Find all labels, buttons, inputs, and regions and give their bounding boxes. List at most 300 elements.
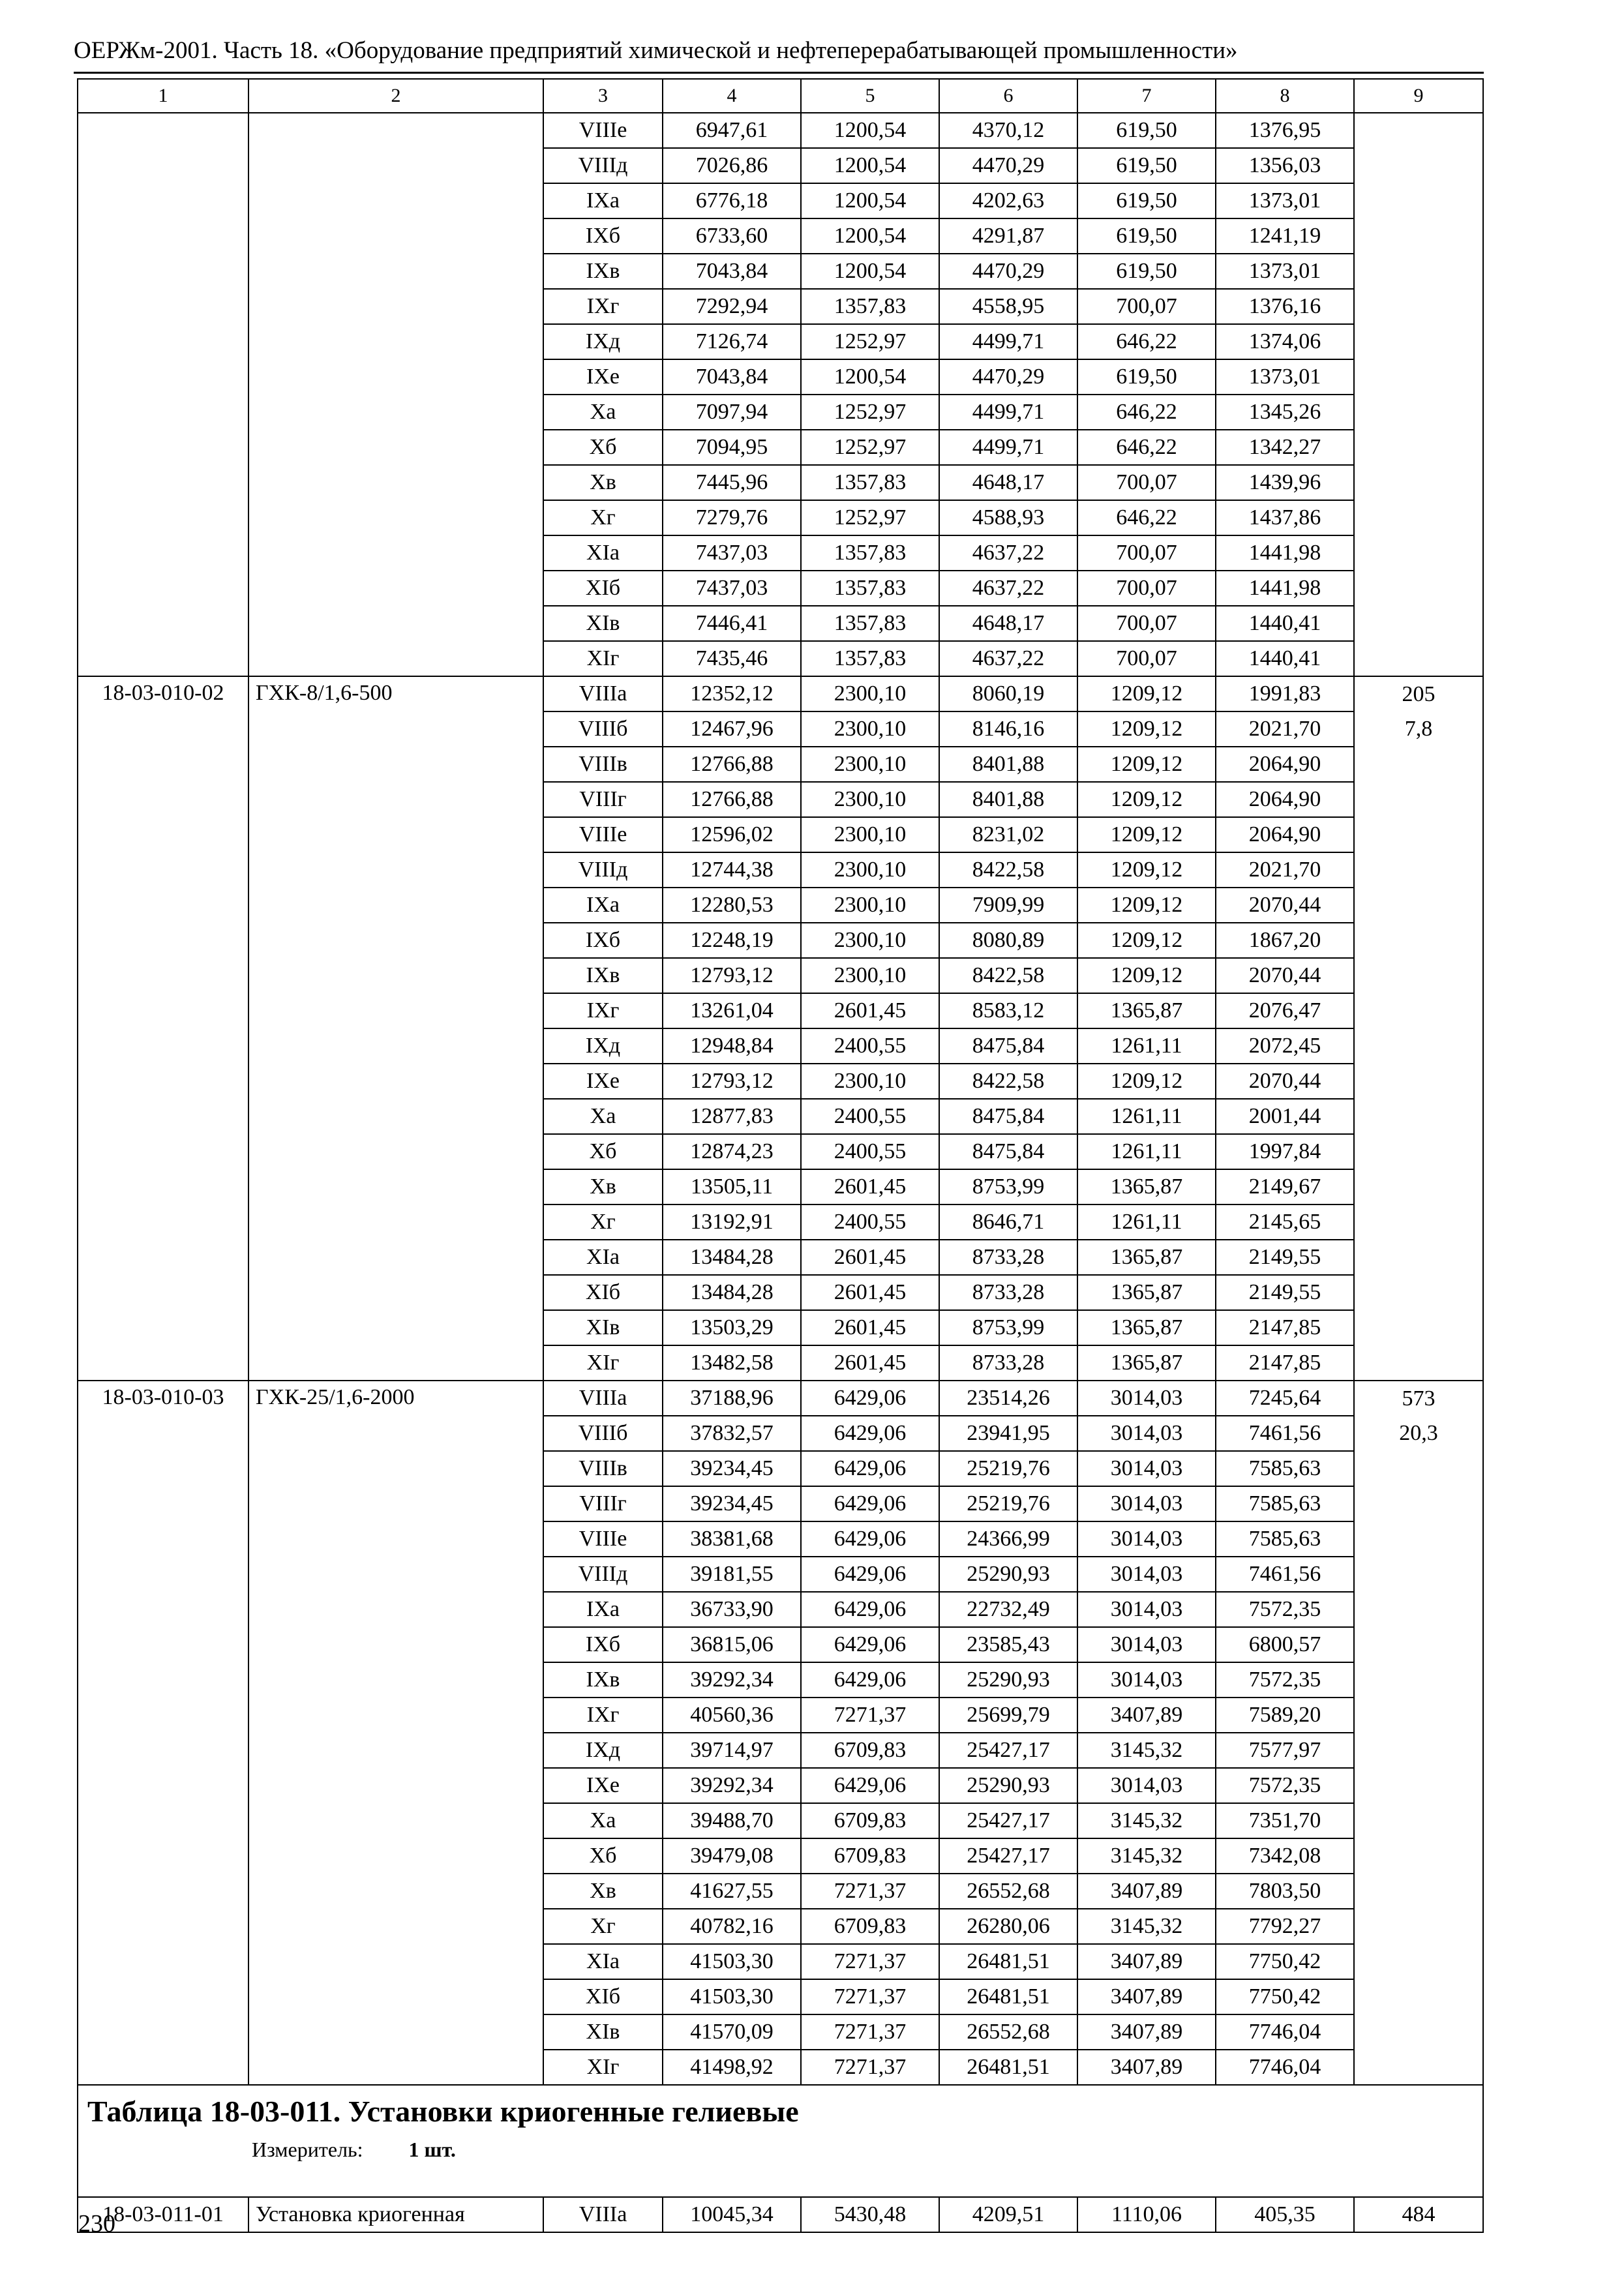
value-cell: 2145,65	[1216, 1204, 1354, 1240]
value-cell: 700,07	[1077, 571, 1216, 606]
value-cell: 1357,83	[801, 571, 939, 606]
extra-cell: 7,8	[1354, 711, 1483, 747]
value-cell: 2601,45	[801, 1310, 939, 1345]
value-cell: 24366,99	[939, 1521, 1077, 1557]
region-code: VIIIв	[543, 1451, 663, 1486]
value-cell: 12948,84	[663, 1028, 801, 1064]
value-cell: 39234,45	[663, 1451, 801, 1486]
value-cell: 6709,83	[801, 1733, 939, 1768]
extra-cell	[1354, 1521, 1483, 1557]
value-cell: 25699,79	[939, 1698, 1077, 1733]
value-cell: 12280,53	[663, 888, 801, 923]
extra-cell	[1354, 571, 1483, 606]
region-code: XIв	[543, 1310, 663, 1345]
row-name: Установка криогенная	[248, 2197, 543, 2232]
value-cell: 4637,22	[939, 641, 1077, 676]
value-cell: 1365,87	[1077, 993, 1216, 1028]
value-cell: 8733,28	[939, 1240, 1077, 1275]
extra-cell	[1354, 888, 1483, 923]
column-number: 3	[543, 79, 663, 113]
value-cell: 8422,58	[939, 958, 1077, 993]
extra-cell	[1354, 1064, 1483, 1099]
value-cell: 2300,10	[801, 852, 939, 888]
value-cell: 700,07	[1077, 535, 1216, 571]
value-cell: 7094,95	[663, 430, 801, 465]
value-cell: 7461,56	[1216, 1557, 1354, 1592]
value-cell: 1356,03	[1216, 148, 1354, 183]
value-cell: 1365,87	[1077, 1275, 1216, 1310]
value-cell: 3407,89	[1077, 1944, 1216, 1979]
value-cell: 41503,30	[663, 1979, 801, 2014]
value-cell: 8401,88	[939, 782, 1077, 817]
value-cell: 10045,34	[663, 2197, 801, 2232]
value-cell: 1209,12	[1077, 711, 1216, 747]
region-code: IXе	[543, 359, 663, 395]
value-cell: 2149,55	[1216, 1240, 1354, 1275]
value-cell: 7577,97	[1216, 1733, 1354, 1768]
extra-cell	[1354, 535, 1483, 571]
value-cell: 8646,71	[939, 1204, 1077, 1240]
value-cell: 619,50	[1077, 183, 1216, 218]
region-code: IXд	[543, 324, 663, 359]
value-cell: 7750,42	[1216, 1979, 1354, 2014]
extra-cell	[1354, 1979, 1483, 2014]
extra-cell	[1354, 641, 1483, 676]
value-cell: 2601,45	[801, 993, 939, 1028]
value-cell: 12766,88	[663, 747, 801, 782]
value-cell: 13192,91	[663, 1204, 801, 1240]
value-cell: 7909,99	[939, 888, 1077, 923]
region-code: VIIIд	[543, 1557, 663, 1592]
row-name: ГХК-25/1,6-2000	[248, 1381, 543, 2085]
value-cell: 39488,70	[663, 1803, 801, 1838]
value-cell: 25290,93	[939, 1768, 1077, 1803]
value-cell: 3407,89	[1077, 1979, 1216, 2014]
region-code: Xв	[543, 465, 663, 500]
value-cell: 23941,95	[939, 1416, 1077, 1451]
value-cell: 4209,51	[939, 2197, 1077, 2232]
value-cell: 3014,03	[1077, 1486, 1216, 1521]
page-number: 230	[78, 2210, 115, 2237]
value-cell: 1357,83	[801, 465, 939, 500]
value-cell: 12793,12	[663, 1064, 801, 1099]
extra-cell	[1354, 1803, 1483, 1838]
value-cell: 646,22	[1077, 430, 1216, 465]
region-code: IXа	[543, 183, 663, 218]
region-code: XIа	[543, 1240, 663, 1275]
value-cell: 2400,55	[801, 1099, 939, 1134]
value-cell: 3014,03	[1077, 1381, 1216, 1416]
value-cell: 12248,19	[663, 923, 801, 958]
value-cell: 7792,27	[1216, 1909, 1354, 1944]
value-cell: 3407,89	[1077, 2014, 1216, 2050]
extra-cell	[1354, 606, 1483, 641]
value-cell: 6709,83	[801, 1803, 939, 1838]
extra-cell	[1354, 2014, 1483, 2050]
value-cell: 1345,26	[1216, 395, 1354, 430]
value-cell: 39292,34	[663, 1662, 801, 1698]
row-name	[248, 113, 543, 676]
value-cell: 1252,97	[801, 324, 939, 359]
value-cell: 1441,98	[1216, 535, 1354, 571]
value-cell: 36815,06	[663, 1627, 801, 1662]
value-cell: 1373,01	[1216, 254, 1354, 289]
value-cell: 1209,12	[1077, 817, 1216, 852]
value-cell: 4370,12	[939, 113, 1077, 148]
table-row	[78, 676, 1483, 711]
value-cell: 13505,11	[663, 1169, 801, 1204]
region-code: VIIIе	[543, 1521, 663, 1557]
value-cell: 25427,17	[939, 1733, 1077, 1768]
value-cell: 25219,76	[939, 1486, 1077, 1521]
value-cell: 1342,27	[1216, 430, 1354, 465]
value-cell: 3014,03	[1077, 1768, 1216, 1803]
value-cell: 26552,68	[939, 2014, 1077, 2050]
value-cell: 1209,12	[1077, 782, 1216, 817]
value-cell: 1357,83	[801, 641, 939, 676]
section-cell	[78, 2085, 1483, 2197]
value-cell: 3407,89	[1077, 1874, 1216, 1909]
value-cell: 3014,03	[1077, 1451, 1216, 1486]
value-cell: 3014,03	[1077, 1662, 1216, 1698]
value-cell: 39479,08	[663, 1838, 801, 1874]
value-cell: 2070,44	[1216, 1064, 1354, 1099]
value-cell: 2300,10	[801, 958, 939, 993]
value-cell: 6429,06	[801, 1627, 939, 1662]
value-cell: 6800,57	[1216, 1627, 1354, 1662]
extra-cell	[1354, 993, 1483, 1028]
value-cell: 41503,30	[663, 1944, 801, 1979]
value-cell: 1440,41	[1216, 606, 1354, 641]
extra-cell	[1354, 1310, 1483, 1345]
column-number-row	[78, 79, 1483, 113]
value-cell: 7746,04	[1216, 2050, 1354, 2085]
value-cell: 13484,28	[663, 1275, 801, 1310]
value-cell: 619,50	[1077, 218, 1216, 254]
value-cell: 40560,36	[663, 1698, 801, 1733]
region-code: XIг	[543, 2050, 663, 2085]
value-cell: 4202,63	[939, 183, 1077, 218]
value-cell: 3014,03	[1077, 1592, 1216, 1627]
region-code: Xг	[543, 1204, 663, 1240]
value-cell: 2001,44	[1216, 1099, 1354, 1134]
extra-cell	[1354, 817, 1483, 852]
value-cell: 4648,17	[939, 606, 1077, 641]
value-cell: 619,50	[1077, 254, 1216, 289]
column-number: 5	[801, 79, 939, 113]
value-cell: 12766,88	[663, 782, 801, 817]
value-cell: 405,35	[1216, 2197, 1354, 2232]
value-cell: 7271,37	[801, 1874, 939, 1909]
value-cell: 6733,60	[663, 218, 801, 254]
extra-cell	[1354, 1275, 1483, 1310]
value-cell: 1200,54	[801, 254, 939, 289]
region-code: IXе	[543, 1768, 663, 1803]
value-cell: 4470,29	[939, 148, 1077, 183]
value-cell: 2070,44	[1216, 958, 1354, 993]
value-cell: 13484,28	[663, 1240, 801, 1275]
extra-cell	[1354, 465, 1483, 500]
extra-cell	[1354, 1944, 1483, 1979]
extra-cell	[1354, 1874, 1483, 1909]
region-code: IXа	[543, 888, 663, 923]
value-cell: 2300,10	[801, 817, 939, 852]
value-cell: 2064,90	[1216, 817, 1354, 852]
region-code: XIа	[543, 1944, 663, 1979]
value-cell: 7445,96	[663, 465, 801, 500]
region-code: IXг	[543, 993, 663, 1028]
table-body	[78, 79, 1483, 2232]
value-cell: 7026,86	[663, 148, 801, 183]
value-cell: 2149,67	[1216, 1169, 1354, 1204]
meter-label: Измеритель:	[252, 2138, 363, 2161]
value-cell: 2147,85	[1216, 1345, 1354, 1381]
column-number: 2	[248, 79, 543, 113]
value-cell: 1252,97	[801, 500, 939, 535]
region-code: XIв	[543, 606, 663, 641]
value-cell: 6776,18	[663, 183, 801, 218]
region-code: XIг	[543, 641, 663, 676]
value-cell: 12877,83	[663, 1099, 801, 1134]
value-cell: 2601,45	[801, 1240, 939, 1275]
extra-cell	[1354, 1451, 1483, 1486]
value-cell: 8475,84	[939, 1099, 1077, 1134]
price-table	[77, 78, 1484, 2233]
region-code: VIIIе	[543, 817, 663, 852]
region-code: VIIIг	[543, 1486, 663, 1521]
value-cell: 2300,10	[801, 676, 939, 711]
value-cell: 1200,54	[801, 359, 939, 395]
value-cell: 1437,86	[1216, 500, 1354, 535]
extra-cell	[1354, 1592, 1483, 1627]
value-cell: 7585,63	[1216, 1486, 1354, 1521]
row-code	[78, 113, 248, 676]
value-cell: 12793,12	[663, 958, 801, 993]
value-cell: 8080,89	[939, 923, 1077, 958]
region-code: Xв	[543, 1169, 663, 1204]
value-cell: 1252,97	[801, 395, 939, 430]
value-cell: 1209,12	[1077, 852, 1216, 888]
value-cell: 619,50	[1077, 148, 1216, 183]
value-cell: 40782,16	[663, 1909, 801, 1944]
value-cell: 25427,17	[939, 1838, 1077, 1874]
value-cell: 41498,92	[663, 2050, 801, 2085]
value-cell: 6709,83	[801, 1909, 939, 1944]
value-cell: 4637,22	[939, 535, 1077, 571]
extra-cell	[1354, 1733, 1483, 1768]
value-cell: 26481,51	[939, 2050, 1077, 2085]
row-code: 18-03-010-03	[78, 1381, 248, 2085]
value-cell: 6429,06	[801, 1451, 939, 1486]
value-cell: 6429,06	[801, 1521, 939, 1557]
region-code: IXг	[543, 289, 663, 324]
region-code: IXв	[543, 254, 663, 289]
value-cell: 1997,84	[1216, 1134, 1354, 1169]
value-cell: 8401,88	[939, 747, 1077, 782]
region-code: VIIIв	[543, 747, 663, 782]
value-cell: 41570,09	[663, 2014, 801, 2050]
value-cell: 7097,94	[663, 395, 801, 430]
region-code: XIв	[543, 2014, 663, 2050]
extra-cell	[1354, 1486, 1483, 1521]
table-row	[78, 113, 1483, 148]
value-cell: 646,22	[1077, 395, 1216, 430]
value-cell: 4499,71	[939, 430, 1077, 465]
value-cell: 1209,12	[1077, 958, 1216, 993]
value-cell: 26280,06	[939, 1909, 1077, 1944]
value-cell: 2076,47	[1216, 993, 1354, 1028]
value-cell: 39714,97	[663, 1733, 801, 1768]
value-cell: 3407,89	[1077, 2050, 1216, 2085]
value-cell: 7271,37	[801, 2050, 939, 2085]
row-code: 18-03-010-02	[78, 676, 248, 1381]
value-cell: 2300,10	[801, 1064, 939, 1099]
region-code: XIб	[543, 571, 663, 606]
region-code: XIб	[543, 1275, 663, 1310]
value-cell: 8060,19	[939, 676, 1077, 711]
value-cell: 700,07	[1077, 641, 1216, 676]
value-cell: 7572,35	[1216, 1768, 1354, 1803]
region-code: IXб	[543, 1627, 663, 1662]
value-cell: 1357,83	[801, 535, 939, 571]
value-cell: 39181,55	[663, 1557, 801, 1592]
value-cell: 23514,26	[939, 1381, 1077, 1416]
region-code: Xг	[543, 500, 663, 535]
region-code: Xб	[543, 1838, 663, 1874]
region-code: Xа	[543, 395, 663, 430]
extra-cell	[1354, 1169, 1483, 1204]
value-cell: 2021,70	[1216, 711, 1354, 747]
extra-cell	[1354, 113, 1483, 148]
extra-cell	[1354, 218, 1483, 254]
region-code: Xг	[543, 1909, 663, 1944]
row-name: ГХК-8/1,6-500	[248, 676, 543, 1381]
value-cell: 1373,01	[1216, 359, 1354, 395]
value-cell: 2601,45	[801, 1345, 939, 1381]
extra-cell	[1354, 1698, 1483, 1733]
value-cell: 1261,11	[1077, 1099, 1216, 1134]
value-cell: 1991,83	[1216, 676, 1354, 711]
value-cell: 1200,54	[801, 113, 939, 148]
value-cell: 25219,76	[939, 1451, 1077, 1486]
value-cell: 2601,45	[801, 1169, 939, 1204]
header-rule	[74, 72, 1484, 74]
value-cell: 25290,93	[939, 1662, 1077, 1698]
region-code: Xв	[543, 1874, 663, 1909]
extra-cell: 20,3	[1354, 1416, 1483, 1451]
value-cell: 8753,99	[939, 1310, 1077, 1345]
value-cell: 5430,48	[801, 2197, 939, 2232]
region-code: IXа	[543, 1592, 663, 1627]
value-cell: 26481,51	[939, 1979, 1077, 2014]
value-cell: 39292,34	[663, 1768, 801, 1803]
value-cell: 7279,76	[663, 500, 801, 535]
value-cell: 1200,54	[801, 183, 939, 218]
region-code: VIIIа	[543, 2197, 663, 2232]
extra-cell	[1354, 958, 1483, 993]
region-code: VIIIд	[543, 852, 663, 888]
value-cell: 1261,11	[1077, 1204, 1216, 1240]
extra-cell: 573	[1354, 1381, 1483, 1416]
value-cell: 4637,22	[939, 571, 1077, 606]
region-code: Xб	[543, 1134, 663, 1169]
value-cell: 26552,68	[939, 1874, 1077, 1909]
value-cell: 700,07	[1077, 606, 1216, 641]
value-cell: 7126,74	[663, 324, 801, 359]
region-code: VIIIг	[543, 782, 663, 817]
value-cell: 619,50	[1077, 113, 1216, 148]
value-cell: 619,50	[1077, 359, 1216, 395]
extra-cell	[1354, 747, 1483, 782]
value-cell: 7043,84	[663, 359, 801, 395]
value-cell: 7437,03	[663, 535, 801, 571]
extra-cell: 484	[1354, 2197, 1483, 2232]
region-code: IXд	[543, 1733, 663, 1768]
extra-cell	[1354, 148, 1483, 183]
value-cell: 4499,71	[939, 324, 1077, 359]
extra-cell	[1354, 1028, 1483, 1064]
value-cell: 7292,94	[663, 289, 801, 324]
value-cell: 3014,03	[1077, 1521, 1216, 1557]
value-cell: 6429,06	[801, 1381, 939, 1416]
value-cell: 7271,37	[801, 1698, 939, 1733]
section-meter	[78, 2130, 1482, 2164]
region-code: VIIIд	[543, 148, 663, 183]
extra-cell	[1354, 183, 1483, 218]
value-cell: 8733,28	[939, 1345, 1077, 1381]
value-cell: 1357,83	[801, 289, 939, 324]
value-cell: 8231,02	[939, 817, 1077, 852]
extra-cell	[1354, 289, 1483, 324]
region-code: IXе	[543, 1064, 663, 1099]
region-code: VIIIб	[543, 1416, 663, 1451]
region-code: Xа	[543, 1099, 663, 1134]
value-cell: 3145,32	[1077, 1733, 1216, 1768]
value-cell: 1365,87	[1077, 1169, 1216, 1204]
region-code: VIIIа	[543, 1381, 663, 1416]
value-cell: 12352,12	[663, 676, 801, 711]
meter-unit: 1 шт.	[408, 2138, 456, 2161]
extra-cell	[1354, 923, 1483, 958]
value-cell: 3407,89	[1077, 1698, 1216, 1733]
extra-cell	[1354, 852, 1483, 888]
value-cell: 4470,29	[939, 254, 1077, 289]
region-code: VIIIб	[543, 711, 663, 747]
value-cell: 7461,56	[1216, 1416, 1354, 1451]
value-cell: 7589,20	[1216, 1698, 1354, 1733]
value-cell: 8146,16	[939, 711, 1077, 747]
value-cell: 1374,06	[1216, 324, 1354, 359]
value-cell: 3014,03	[1077, 1416, 1216, 1451]
value-cell: 7271,37	[801, 1944, 939, 1979]
value-cell: 1441,98	[1216, 571, 1354, 606]
value-cell: 7446,41	[663, 606, 801, 641]
value-cell: 8475,84	[939, 1134, 1077, 1169]
extra-cell	[1354, 1662, 1483, 1698]
value-cell: 2300,10	[801, 711, 939, 747]
extra-cell	[1354, 1099, 1483, 1134]
column-number: 9	[1354, 79, 1483, 113]
value-cell: 4588,93	[939, 500, 1077, 535]
value-cell: 2149,55	[1216, 1275, 1354, 1310]
value-cell: 4558,95	[939, 289, 1077, 324]
value-cell: 1252,97	[801, 430, 939, 465]
value-cell: 7585,63	[1216, 1451, 1354, 1486]
region-code: VIIIе	[543, 113, 663, 148]
value-cell: 700,07	[1077, 465, 1216, 500]
extra-cell	[1354, 1134, 1483, 1169]
value-cell: 4648,17	[939, 465, 1077, 500]
